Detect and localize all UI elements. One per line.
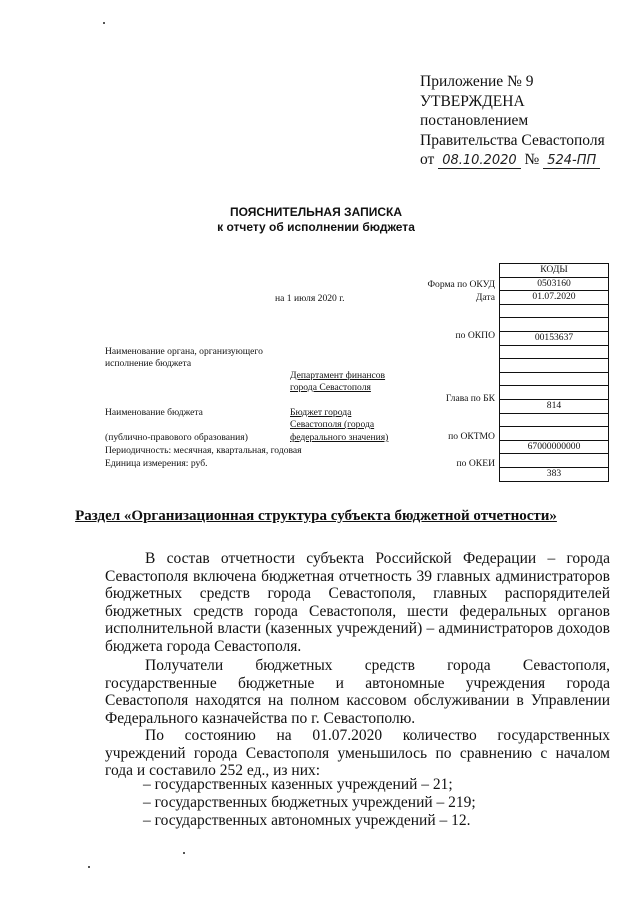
section-title: [0, 508, 632, 525]
scan-speck: [183, 852, 185, 854]
okpo-code: 00153637: [500, 332, 608, 346]
org-label-1: Наименование органа, организующего: [105, 346, 263, 357]
empty-cell: [500, 414, 608, 428]
appendix-number: Приложение № 9: [420, 73, 534, 90]
glava-label: Глава по БК: [445, 393, 495, 404]
codes-table: [499, 263, 609, 482]
approving-authority: Правительства Севастополя: [420, 131, 605, 149]
budget-value-1: Бюджет города: [290, 407, 352, 418]
date-prefix: от: [420, 151, 435, 168]
okud-code: 0503160: [500, 278, 608, 292]
paragraph-2: [105, 657, 610, 727]
okei-code: 383: [546, 467, 562, 479]
number-prefix: №: [524, 151, 540, 168]
unit-of-measure: Единица измерения: руб.: [105, 458, 208, 469]
periodicity: Периодичность: месячная, квартальная, годовая: [105, 445, 302, 456]
oktmo-label: по ОКТМО: [448, 431, 495, 442]
codes-header: КОДЫ: [500, 264, 608, 278]
empty-cell: [500, 359, 608, 373]
okpo-label: по ОКПО: [455, 330, 495, 341]
date-code: 01.07.2020: [500, 291, 608, 305]
empty-cell: [500, 318, 608, 332]
list-item: – государственных бюджетных учреждений – 219;: [143, 794, 476, 811]
empty-cell: [500, 373, 608, 387]
empty-cell: [500, 305, 608, 319]
approval-date: 08.10.2020: [438, 153, 520, 169]
empty-cell: [500, 427, 608, 441]
document-title: ПОЯСНИТЕЛЬНАЯ ЗАПИСКА: [230, 205, 402, 219]
glava-code: 814: [500, 400, 608, 414]
oktmo-code: 67000000000: [500, 441, 608, 455]
date-label: Дата: [475, 292, 495, 303]
budget-sublabel: (публично-правового образования): [105, 432, 248, 443]
scan-speck: [103, 22, 105, 24]
section-title-text: Раздел «Организационная структура субъекта бюджетной отчетности»: [75, 508, 557, 524]
okud-label: Форма по ОКУД: [427, 279, 495, 290]
paragraph-3-text: По состоянию на 01.07.2020 количество государственных учреждений города Севастополя уменьшилось по сравнению с началом года и составило 252 ед., из них:: [105, 727, 610, 780]
empty-cell: [500, 386, 608, 400]
list-item: – государственных автономных учреждений – 12.: [143, 812, 471, 829]
paragraph-1: [105, 550, 610, 656]
org-label-2: исполнение бюджета: [105, 358, 192, 369]
paragraph-3: [105, 727, 610, 780]
okei-label: по ОКЕИ: [456, 458, 495, 469]
paragraph-2-text: Получатели бюджетных средств города Севастополя, государственные бюджетные и автономные учреждения города Севастополя находятся на полном кассовом обслуживании в Управлении Федерального казначейства по г. Севастополю.: [105, 657, 610, 727]
org-value-2: города Севастополя: [290, 382, 371, 393]
budget-value-3: федерального значения): [290, 432, 389, 443]
budget-label: Наименование бюджета: [105, 407, 203, 418]
paragraph-1-text: В состав отчетности субъекта Российской Федерации – города Севастополя включена бюджетная отчетность 39 главных администраторов бюджетных средств города Севастополя, главных распорядителей бюджетных средств города Севастополя, шести федеральных органов исполнительной власти (казенных учреждений) – администраторов доходов бюджета города Севастополя.: [105, 550, 610, 655]
document-subtitle: к отчету об исполнении бюджета: [217, 220, 415, 234]
org-value-1: Департамент финансов: [290, 370, 386, 381]
approval-block: [420, 72, 605, 171]
report-date: на 1 июля 2020 г.: [275, 293, 345, 304]
empty-cell: [500, 454, 608, 468]
approval-date-line: [420, 150, 605, 171]
approval-number: 524-ПП: [543, 153, 600, 169]
list-item: – государственных казенных учреждений – 21;: [143, 776, 453, 793]
approved-label: УТВЕРЖДЕНА: [420, 92, 525, 110]
approved-by-label: постановлением: [420, 112, 529, 129]
scan-speck: [88, 866, 90, 868]
budget-value-2: Севастополя (города: [290, 419, 375, 430]
empty-cell: [500, 346, 608, 360]
